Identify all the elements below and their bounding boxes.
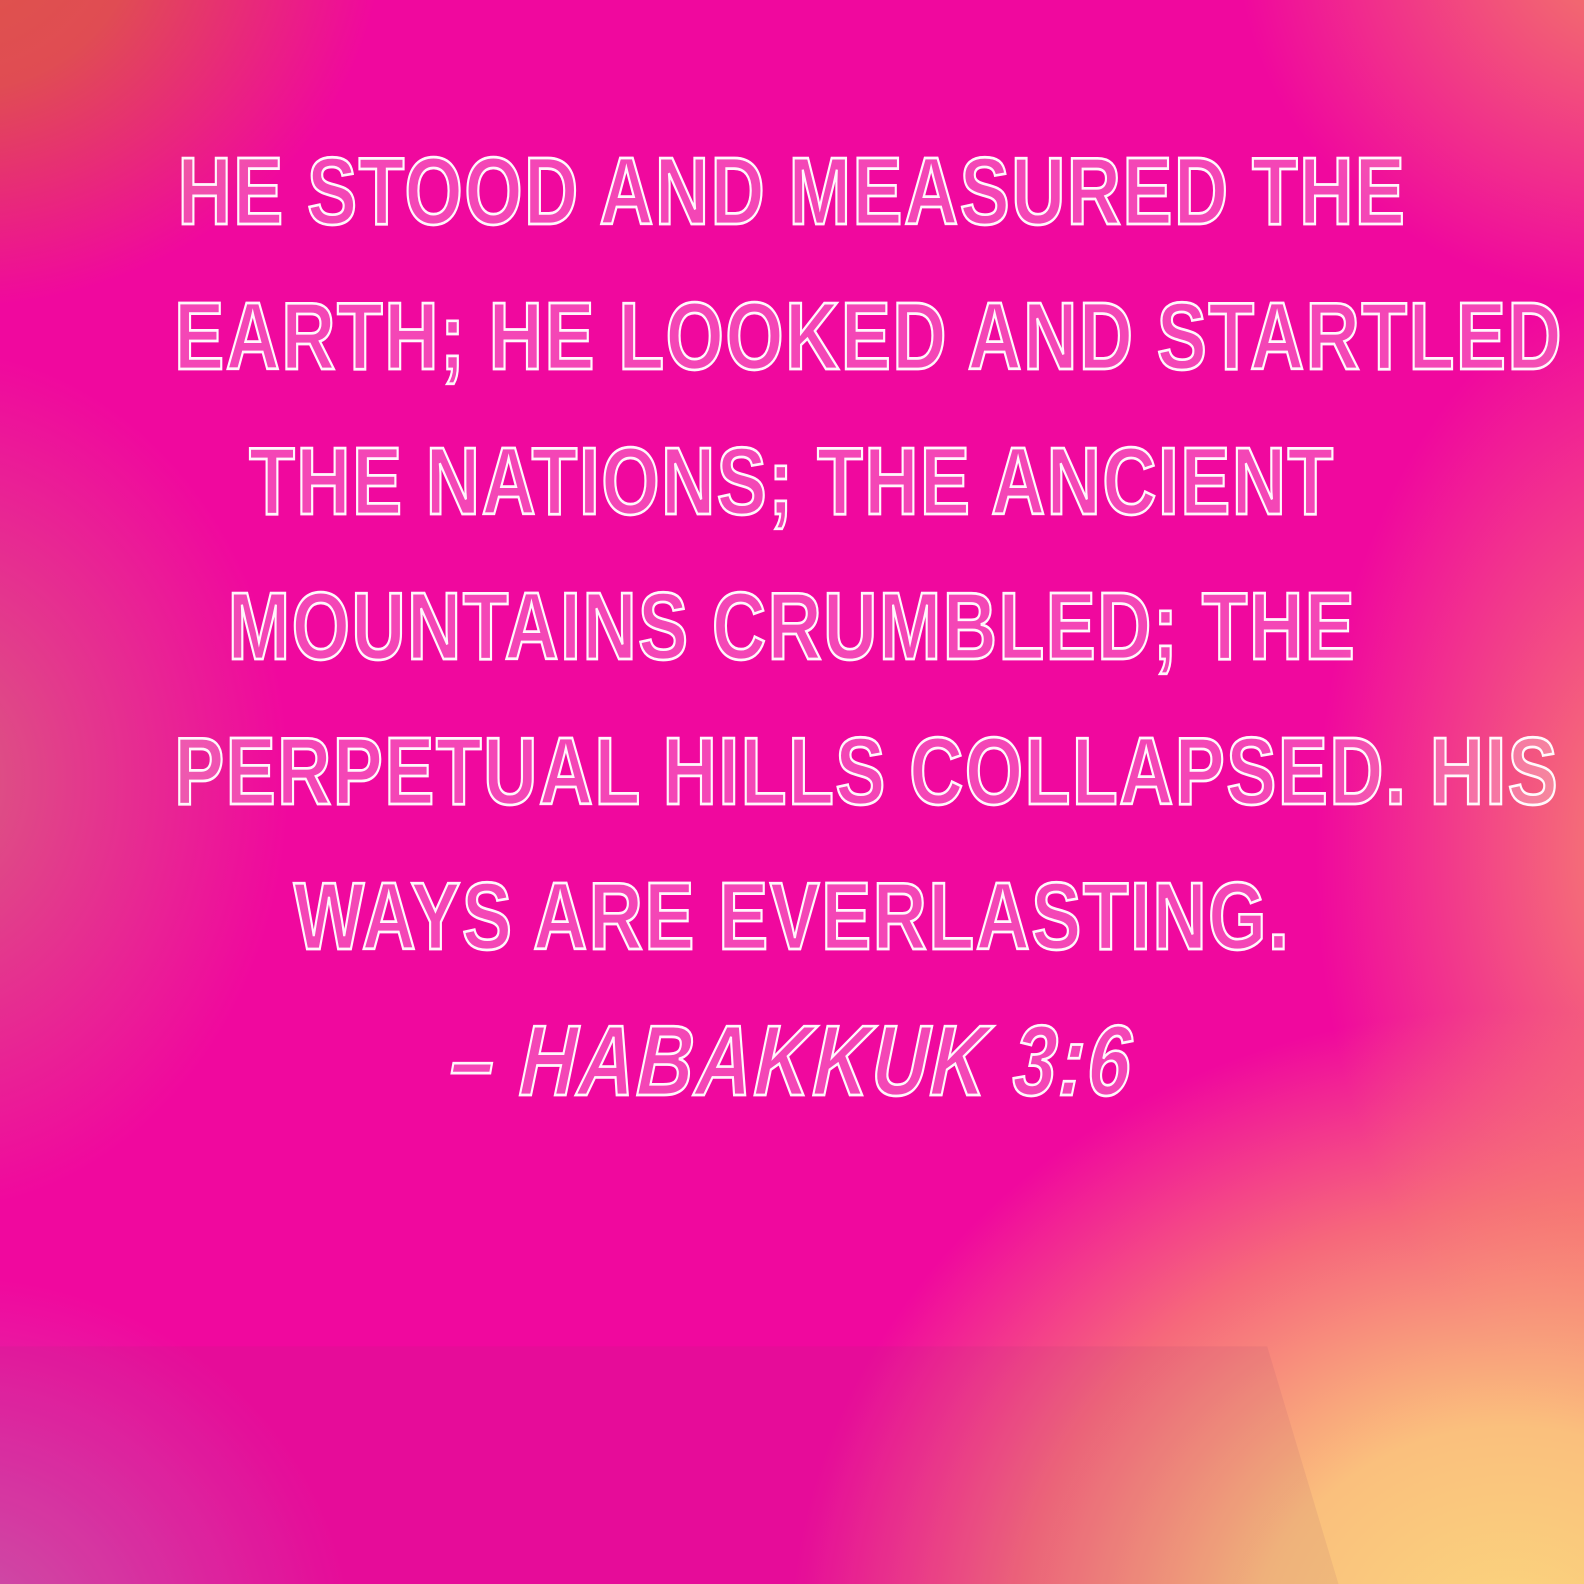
verse-line-3: THE NATIONS; THE ANCIENT [249, 428, 1335, 535]
verse-line-2: EARTH; HE LOOKED AND STARTLED [174, 283, 1564, 390]
verse-text-block [0, 119, 1584, 1134]
verse-line-1: HE STOOD AND MEASURED THE [177, 138, 1407, 245]
verse-line-5: PERPETUAL HILLS COLLAPSED. HIS [174, 718, 1560, 825]
verse-line-4: MOUNTAINS CRUMBLED; THE [227, 573, 1357, 680]
verse-attribution: – HABAKKUK 3:6 [447, 1005, 1137, 1117]
verse-line-6: WAYS ARE EVERLASTING. [293, 863, 1291, 970]
